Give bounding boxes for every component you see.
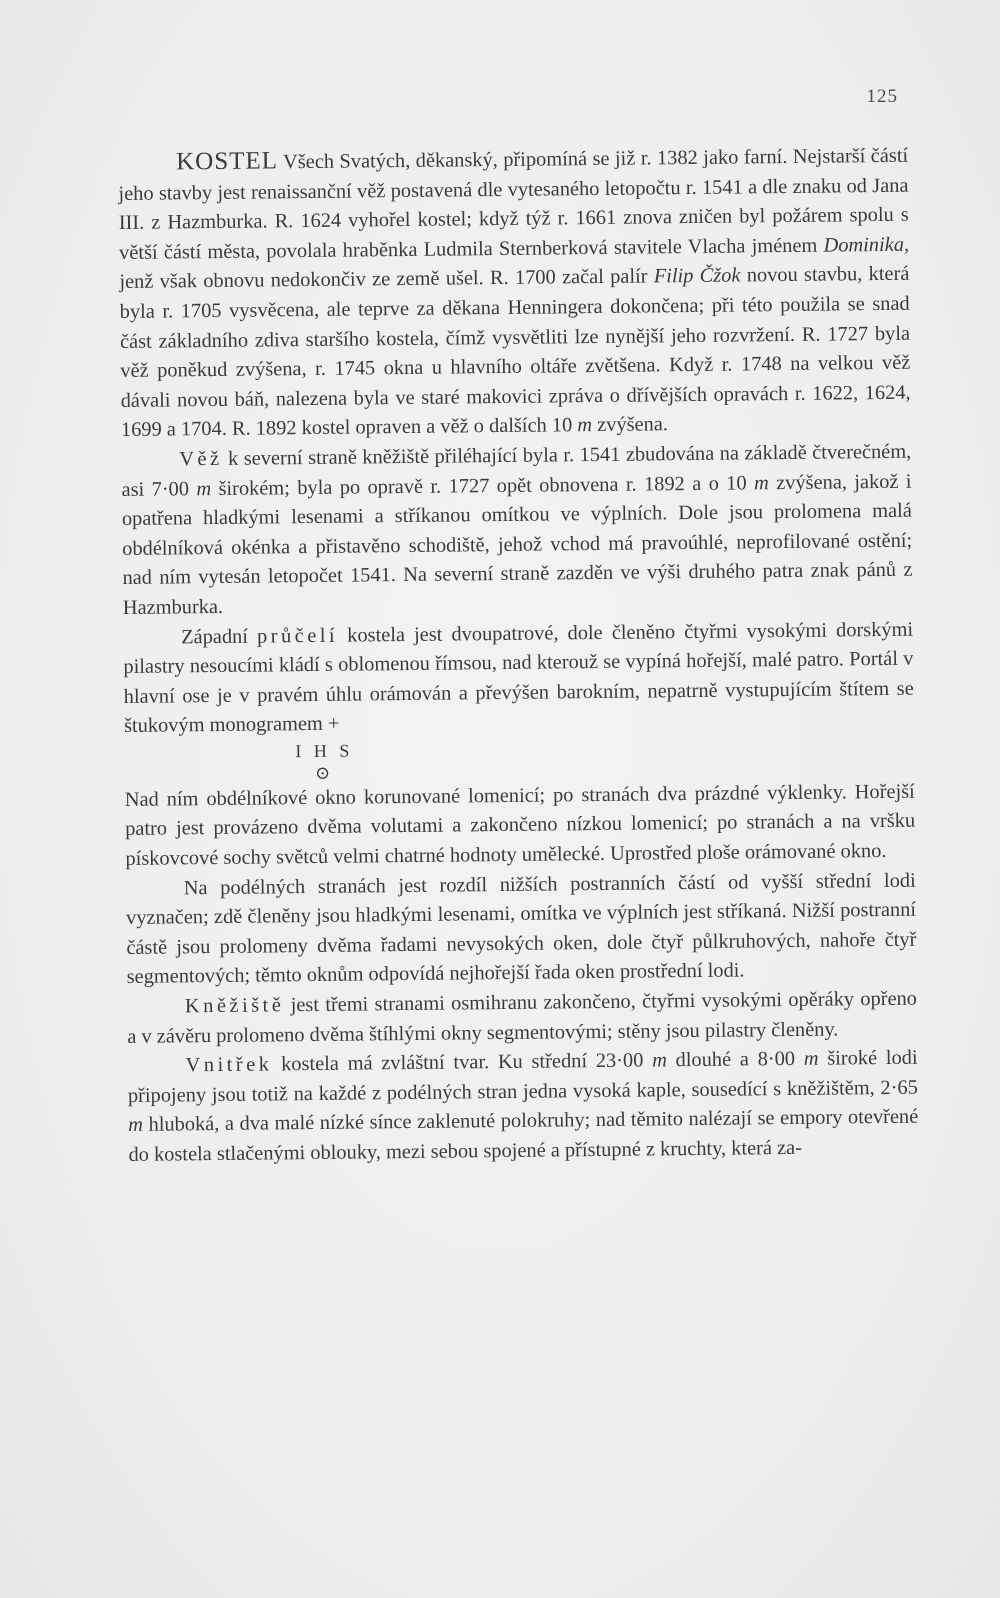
paragraph-long-sides: Na podélných stranách jest rozdíl nižších postranních částí od vyšší střední lodi vyznačen; zdě členěny jsou hladkými lesenami, omítka ve výplních jest stříkaná. Nižší postranní částě jsou prolomeny dvěma řadami nevysokých oken, dole čtyř půlkruhových, nahoře čtyř segmentových; těmto oknům odpovídá nejhořejší řada oken prostřední lodi.	[125, 869, 917, 989]
monogram-circle-icon: ⊙	[314, 762, 335, 783]
paragraph-lead-knezište: Kněžiště	[184, 994, 285, 1018]
monogram-plus: +	[327, 712, 340, 736]
paragraph-interior: Vnitřek kostela má zvláštní tvar. Ku střední 23·00 m dlouhé a 8·00 m široké lodi připojeny jsou totiž na každé z podélných stran jedna vysoká kaple, sousedící s kněžištěm, 2·65 m hluboká, a dva malé nízké sínce zaklenuté polokruhy; nad těmito nalézají se empory otevřené do kostela stlačenými oblouky, mezi sebou spojené a přístupné z kruchty, která za-	[127, 1046, 919, 1166]
italic-name-filip: Filip Čžok	[653, 264, 741, 288]
paragraph-facade-continued: Nad ním obdélníkové okno korunované lomenicí; po stranách dva prázdné výklenky. Hořejší patro jest provázeno dvěma volutami a zakončeno nízkou lomenicí; po stranách a na vršku pískovcové sochy světců velmi chatrné hodnoty umělecké. Uprostřed ploše orámované okno.	[124, 780, 916, 871]
paragraph-lead-kostel: KOSTEL	[176, 147, 279, 176]
italic-name-dominika: Dominika,	[823, 233, 910, 257]
paragraph-tower: Věž k severní straně kněžiště přiléhající byla r. 1541 zbudována na základě čtverečném, asi 7·00 m širokém; byla po opravě r. 1727 opět obnovena r. 1892 a o 10 m zvýšena, jakož i opatřena hladkými lesenami a stříkanou omítkou ve výplních. Dole jsou prolomena malá obdélníková okénka a přistavěno schodiště, jehož vchod má pravoúhlé, neprofilované ostění; nad ním vytesán letopočet 1541. Na severní straně zazděn ve výši druhého patra znak pánů z Hazmburka.	[121, 440, 913, 619]
paragraph-lead-vez: Věž	[179, 447, 223, 471]
ihs-monogram	[264, 739, 384, 784]
paragraph-lead-vnitrek: Vnitřek	[185, 1053, 273, 1077]
paragraph-chancel: Kněžiště jest třemi stranami osmihranu zakončeno, čtyřmi vysokými opěráky opřeno a v závěru prolomeno dvěma štíhlými okny segmentovými; stěny jsou pilastry členěny.	[127, 987, 918, 1048]
paragraph-history: KOSTEL Všech Svatých, děkanský, připomíná se již r. 1382 jako farní. Nejstarší částí jeho stavby jest renaissanční věž postavená dle vytesaného letopočtu r. 1541 a dle znaku od Jana III. z Hazmburka. R. 1624 vyhořel kostel; když týž r. 1661 znova zničen byl požárem spolu s větší částí města, povolala hraběnka Ludmila Sternberková stavitele Vlacha jménem Dominika, jenž však obnovu nedokončiv ze země ušel. R. 1700 začal palír Filip Čžok novou stavbu, která byla r. 1705 vysvěcena, ale teprve za děkana Henningera dokončena; při této použila se snad část základního zdiva staršího kostela, čímž vysvětliti lze nynější jeho rozvržení. R. 1727 byla věž poněkud zvýšena, r. 1745 okna u hlavního oltáře zvětšena. Když r. 1748 na velkou věž dávali novou báň, nalezena byla ve staré makovici zpráva o dřívějších opravách r. 1622, 1624, 1699 a 1704. R. 1892 kostel opraven a věž o dalších 10 m zvýšena.	[118, 144, 911, 442]
paragraph-lead-prucelí: průčelí	[256, 624, 339, 648]
body-text	[118, 140, 919, 1171]
monogram-letters: I H S	[295, 740, 354, 762]
page-number: 125	[866, 86, 898, 107]
paragraph-facade: Západní průčelí kostela jest dvoupatrové, dole členěno čtyřmi vysokými dorskými pilastry nesoucími kládí s oblomenou římsou, nad kterouž se vypíná hořejší, malé patro. Portál v hlavní ose je v pravém úhlu orámován a převýšen barokním, nepatrně vystupujícím štítem se štukovým monogramem +	[123, 618, 914, 738]
